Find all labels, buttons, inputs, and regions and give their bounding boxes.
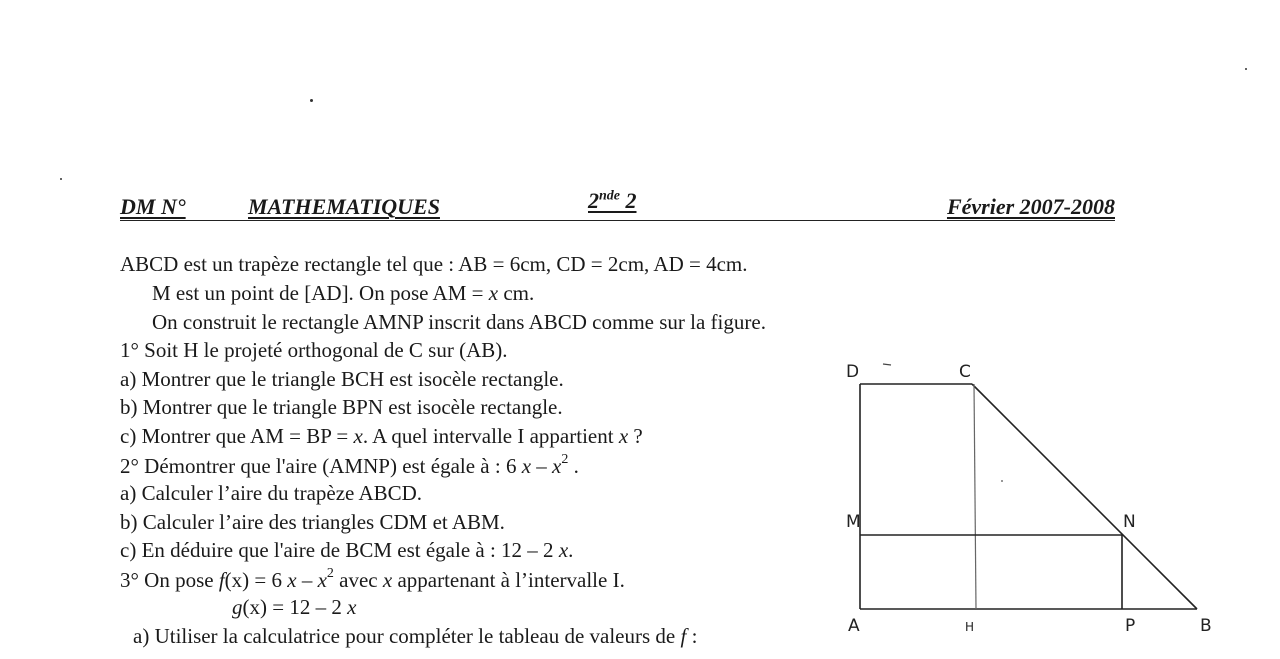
question-2a: a) Calculer l’aire du trapèze ABCD. <box>120 481 423 505</box>
question-2-title: 2° Démontrer que l'aire (AMNP) est égale à : 6 x – $x^2$ . <box>120 452 579 478</box>
label-B: B <box>1200 616 1212 636</box>
header-subject: MATHEMATIQUES <box>248 194 440 219</box>
question-1-title: 1° Soit H le projeté orthogonal de C sur (AB). <box>120 338 508 362</box>
header-dm-number: DM N° <box>120 194 186 219</box>
scan-speck <box>1001 480 1003 482</box>
scan-speck <box>1245 68 1247 70</box>
label-M: M <box>846 512 861 532</box>
question-1b: b) Montrer que le triangle BPN est isocèle rectangle. <box>120 395 563 419</box>
label-H: H <box>965 620 975 634</box>
label-P: P <box>1125 616 1136 636</box>
question-1c: c) Montrer que AM = BP = x. A quel intervalle I appartient x ? <box>120 424 643 448</box>
scan-speck <box>310 99 313 102</box>
label-A: A <box>848 616 860 636</box>
label-N: N <box>1123 512 1136 532</box>
trapezoid-diagram <box>835 355 1225 645</box>
trapezoid-figure <box>835 355 1225 645</box>
segment-CH <box>974 384 976 609</box>
scan-mark <box>883 364 891 365</box>
label-C: C <box>959 362 971 382</box>
question-2b: b) Calculer l’aire des triangles CDM et ABM. <box>120 510 505 534</box>
question-3-title: 3° On pose f(x) = 6 x – $x^2$ avec x appartenant à l’intervalle I. <box>120 566 625 592</box>
header-date: Février 2007-2008 <box>946 194 1115 219</box>
intro-line-3: On construit le rectangle AMNP inscrit dans ABCD comme sur la figure. <box>152 310 766 334</box>
scan-speck <box>60 178 62 180</box>
document-header <box>120 188 1115 221</box>
intro-line-1: ABCD est un trapèze rectangle tel que : AB = 6cm, CD = 2cm, AD = 4cm. <box>120 252 748 276</box>
question-3a: a) Utiliser la calculatrice pour compléter le tableau de valeurs de f : <box>133 624 698 648</box>
question-2c: c) En déduire que l'aire de BCM est égale à : 12 – 2 x. <box>120 538 574 562</box>
intro-line-2: M est un point de [AD]. On pose AM = x cm. <box>152 281 535 305</box>
segment-CB <box>972 384 1197 609</box>
question-1a: a) Montrer que le triangle BCH est isocèle rectangle. <box>120 367 564 391</box>
header-class: 2nde 2 <box>588 188 637 213</box>
question-3-g-definition: g(x) = 12 – 2 x <box>232 595 357 619</box>
label-D: D <box>846 362 860 382</box>
